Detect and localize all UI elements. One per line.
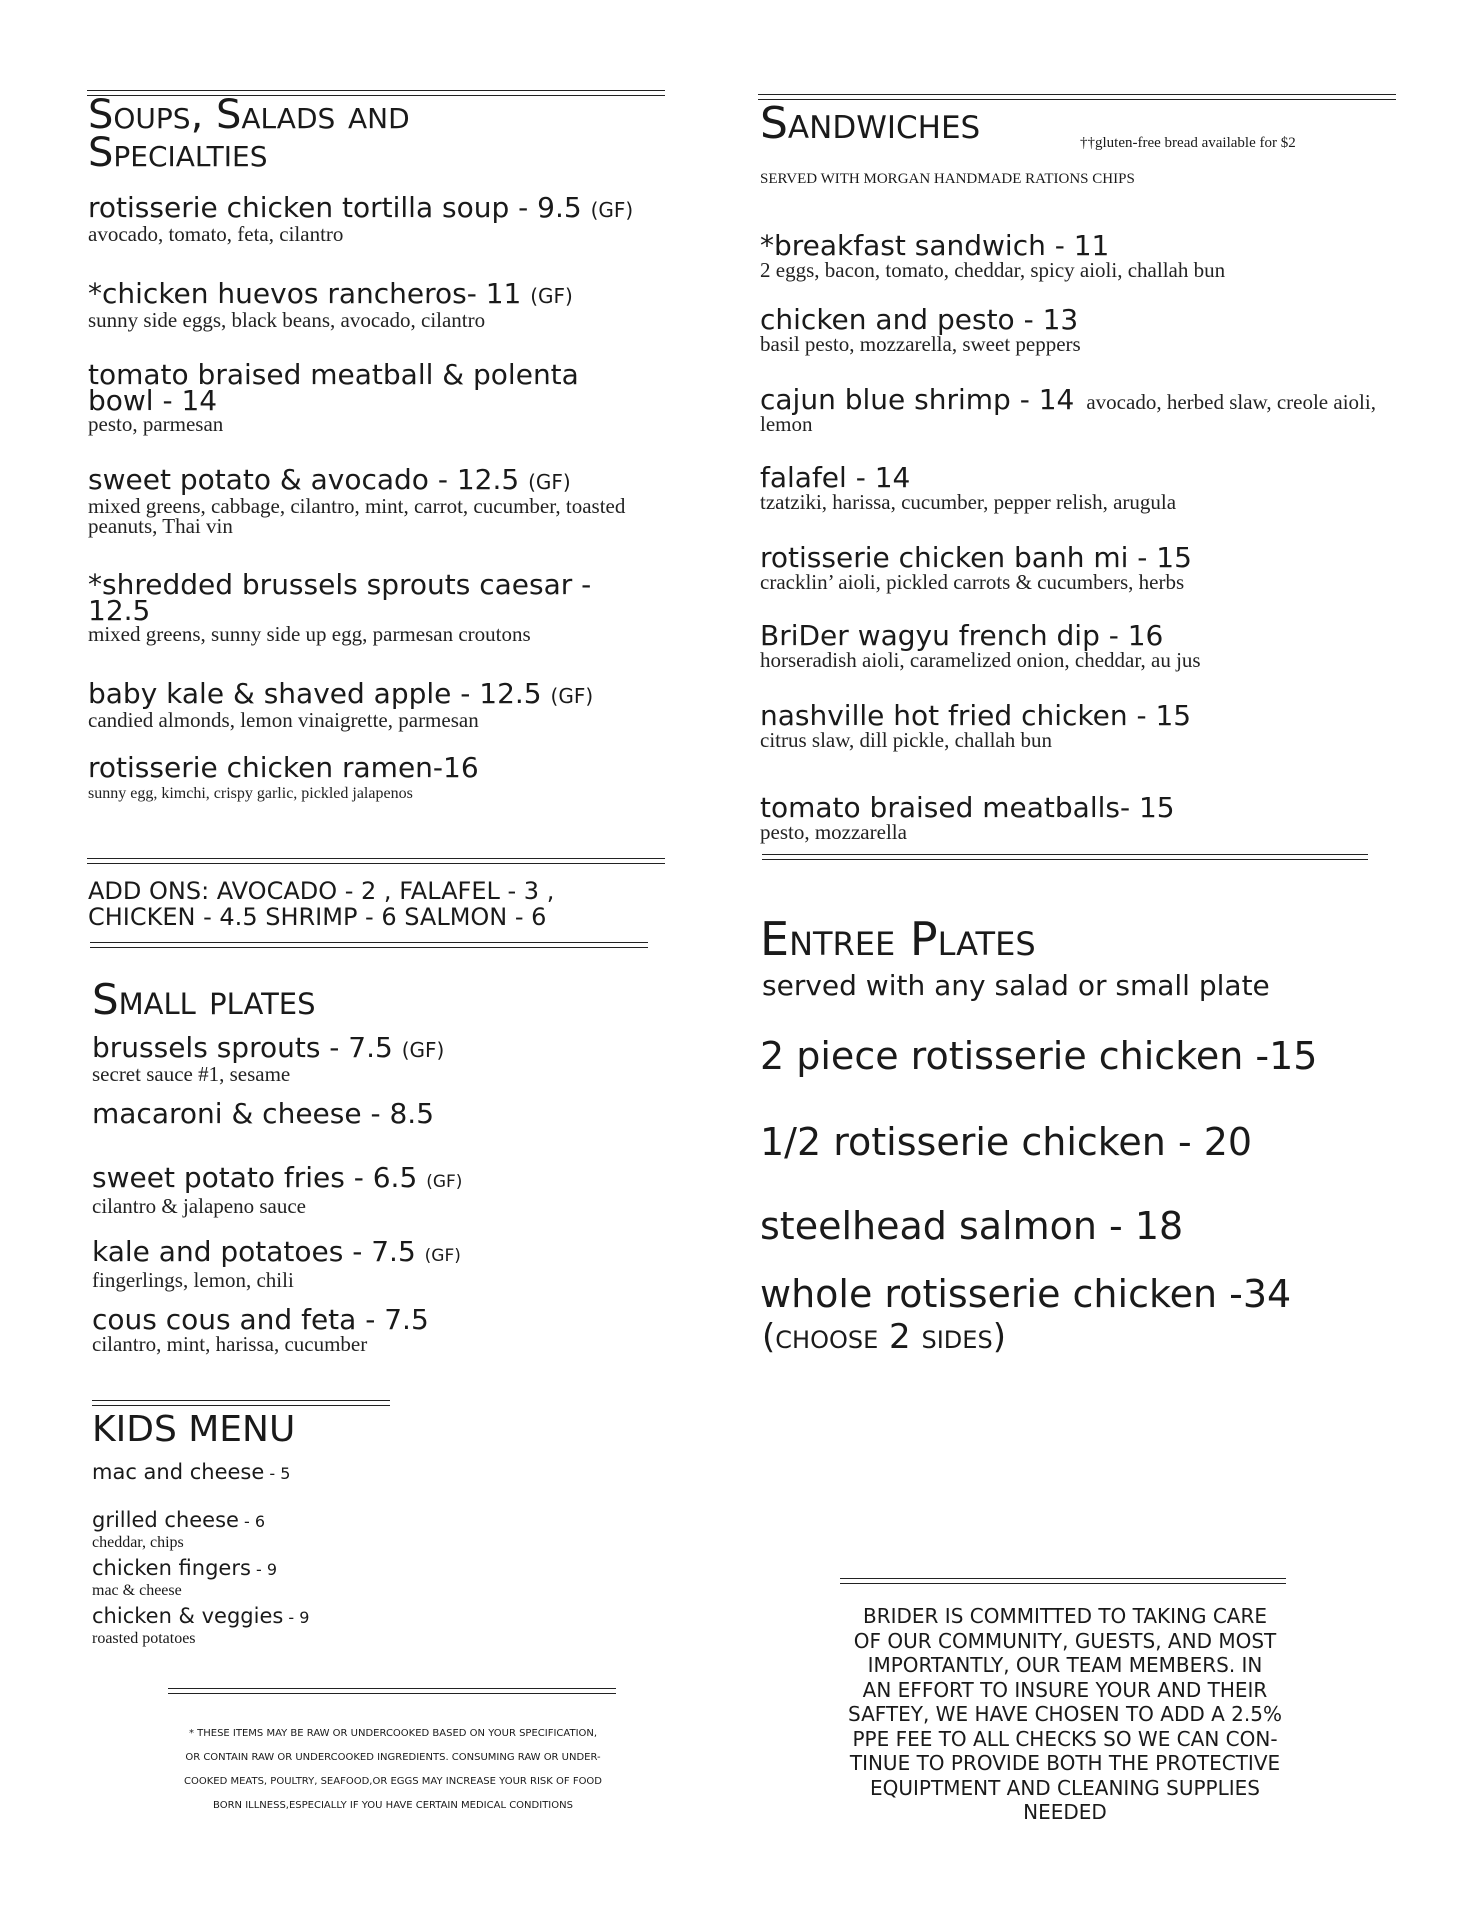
entree-item-0: 2 piece rotisserie chicken -15 <box>760 1034 1318 1078</box>
menu-item-name: sweet potato fries - 6.5 <box>92 1161 418 1194</box>
soups-title-line1: Soups, Salads and <box>88 92 410 138</box>
kids-item-3 <box>92 1604 309 1648</box>
menu-item-desc: sunny egg, kimchi, crispy garlic, pickled jalapenos <box>88 785 413 802</box>
kids-item-desc: roasted potatoes <box>92 1630 196 1647</box>
ppe-line: BRIDER IS COMMITTED TO TAKING CARE <box>862 1604 1268 1628</box>
addons-bottom-rule <box>90 942 648 943</box>
kids-item-name: grilled cheese <box>92 1508 239 1532</box>
soups-item-3 <box>88 463 688 538</box>
menu-item-name: baby kale & shaved apple - 12.5 <box>88 677 542 710</box>
kids-item-0 <box>92 1460 290 1486</box>
menu-item-desc: pesto, parmesan <box>88 412 224 436</box>
menu-item-desc: 2 eggs, bacon, tomato, cheddar, spicy aioli, challah bun <box>760 258 1226 282</box>
sandwiches-served-with: SERVED WITH MORGAN HANDMADE RATIONS CHIPS <box>760 171 1135 187</box>
small-plate-item-3 <box>92 1235 652 1292</box>
kids-item-price: - 5 <box>264 1464 291 1483</box>
entree-plates-title: Entree Plates <box>760 912 1036 966</box>
sandwiches-bottom-rule <box>762 854 1368 855</box>
ppe-line: IMPORTANTLY, OUR TEAM MEMBERS. IN <box>867 1653 1263 1677</box>
menu-item-desc: candied almonds, lemon vinaigrette, parmesan <box>88 708 479 732</box>
sandwiches-title: Sandwiches <box>760 98 981 149</box>
menu-item-desc: horseradish aioli, caramelized onion, cheddar, au jus <box>760 648 1201 672</box>
addons-block <box>88 878 554 930</box>
gf-tag: (GF) <box>550 684 594 708</box>
addons-top-rule <box>87 858 665 859</box>
addons-line1: ADD ONS: AVOCADO - 2 , FALAFEL - 3 , <box>88 877 555 905</box>
menu-item-desc: citrus slaw, dill pickle, challah bun <box>760 728 1052 752</box>
soups-item-2 <box>88 358 648 436</box>
addons-line2: CHICKEN - 4.5 SHRIMP - 6 SALMON - 6 <box>88 903 547 931</box>
soups-item-1 <box>88 277 668 332</box>
small-plates-title: Small plates <box>92 975 316 1024</box>
menu-item-name: *breakfast sandwich - 11 <box>760 229 1110 262</box>
ppe-line: EQUIPTMENT AND CLEANING SUPPLIES <box>870 1775 1260 1800</box>
gf-tag: (GF) <box>530 284 573 308</box>
soups-item-4 <box>88 568 648 646</box>
kids-item-2 <box>92 1556 277 1600</box>
entree-item-3: whole rotisserie chicken -34 <box>760 1272 1292 1316</box>
menu-item-name: cous cous and feta - 7.5 <box>92 1303 429 1336</box>
kids-item-name: chicken fingers <box>92 1556 251 1580</box>
menu-item-name: brussels sprouts - 7.5 <box>92 1031 393 1064</box>
menu-item-name: rotisserie chicken banh mi - 15 <box>760 541 1192 574</box>
entree-sides-note: (choose 2 sides) <box>762 1317 1006 1357</box>
sandwich-item-2 <box>760 383 1420 436</box>
kids-item-price: - 6 <box>238 1512 266 1531</box>
gf-tag: (GF) <box>590 198 634 222</box>
ppe-line: OF OUR COMMUNITY, GUESTS, AND MOST <box>853 1628 1277 1653</box>
menu-item-desc: fingerlings, lemon, chili <box>92 1268 294 1292</box>
ppe-top-rule <box>840 1578 1286 1579</box>
small-plate-item-1 <box>92 1097 652 1130</box>
small-plate-item-2 <box>92 1161 652 1218</box>
soups-section-title <box>88 92 410 176</box>
sandwich-item-3 <box>760 461 1420 514</box>
small-plate-item-4 <box>92 1303 652 1356</box>
entree-item-1: 1/2 rotisserie chicken - 20 <box>760 1120 1253 1164</box>
entree-item-2: steelhead salmon - 18 <box>760 1204 1184 1248</box>
menu-item-name: BriDer wagyu french dip - 16 <box>760 619 1164 652</box>
menu-item-name: rotisserie chicken tortilla soup - 9.5 <box>88 191 582 224</box>
menu-item-desc: sunny side eggs, black beans, avocado, cilantro <box>88 308 486 332</box>
soups-item-6 <box>88 751 668 804</box>
menu-item-desc: cracklin’ aioli, pickled carrots & cucumbers, herbs <box>760 570 1185 594</box>
gluten-free-note: ††gluten-free bread available for $2 <box>1080 135 1296 151</box>
menu-item-desc: tzatziki, harissa, cucumber, pepper relish, arugula <box>760 490 1177 514</box>
kids-item-name: mac and cheese <box>92 1460 265 1484</box>
disclaimer-line2: OR CONTAIN RAW OR UNDERCOOKED INGREDIENTS. CONSUMING RAW OR UNDER- <box>185 1752 601 1763</box>
kids-item-name: chicken & veggies <box>92 1604 284 1628</box>
ppe-line: PPE FEE TO ALL CHECKS SO WE CAN CON- <box>852 1726 1278 1751</box>
gf-tag: (GF) <box>426 1172 463 1192</box>
menu-item-name: macaroni & cheese - 8.5 <box>92 1097 435 1130</box>
entree-plates-subtitle: served with any salad or small plate <box>762 969 1270 1002</box>
disclaimer-line4: BORN ILLNESS,ESPECIALLY IF YOU HAVE CERTAIN MEDICAL CONDITIONS <box>213 1800 573 1811</box>
menu-item-desc: mixed greens, sunny side up egg, parmesan croutons <box>88 622 531 646</box>
sandwich-item-0 <box>760 229 1420 282</box>
kids-item-desc: cheddar, chips <box>92 1534 184 1551</box>
gf-tag: (GF) <box>401 1038 445 1062</box>
menu-item-name: cajun blue shrimp - 14 <box>760 383 1075 416</box>
kids-menu-title: KIDS MENU <box>92 1409 296 1450</box>
menu-item-desc: avocado, herbed slaw, creole aioli, lemon <box>760 390 1376 436</box>
sandwich-item-6 <box>760 699 1420 752</box>
menu-item-desc: secret sauce #1, sesame <box>92 1062 291 1086</box>
kids-item-1 <box>92 1508 265 1552</box>
menu-item-desc: basil pesto, mozzarella, sweet peppers <box>760 332 1081 356</box>
small-plate-item-0 <box>92 1031 652 1086</box>
soups-title-line2: Specialties <box>88 130 268 176</box>
kids-item-price: - 9 <box>283 1608 310 1627</box>
disclaimer-top-rule <box>168 1688 616 1689</box>
menu-item-name: tomato braised meatball & polenta bowl - 14 <box>88 358 579 417</box>
disclaimer-line1: * THESE ITEMS MAY BE RAW OR UNDERCOOKED BASED ON YOUR SPECIFICATION, <box>188 1728 598 1739</box>
soups-top-rule <box>87 90 665 91</box>
menu-item-name: kale and potatoes - 7.5 <box>92 1235 416 1268</box>
menu-item-name: nashville hot fried chicken - 15 <box>760 699 1192 732</box>
menu-item-name: sweet potato & avocado - 12.5 <box>88 463 520 496</box>
soups-item-5 <box>88 677 668 732</box>
sandwiches-top-rule <box>758 94 1396 95</box>
disclaimer-line3: COOKED MEATS, POULTRY, SEAFOOD,OR EGGS MAY INCREASE YOUR RISK OF FOOD <box>183 1776 603 1787</box>
menu-item-name: rotisserie chicken ramen-16 <box>88 751 479 784</box>
kids-item-price: - 9 <box>250 1560 278 1579</box>
menu-item-desc: avocado, tomato, feta, cilantro <box>88 222 344 246</box>
ppe-line: SAFTEY, WE HAVE CHOSEN TO ADD A 2.5% <box>848 1702 1282 1726</box>
menu-item-name: tomato braised meatballs- 15 <box>760 791 1175 824</box>
menu-item-desc: cilantro, mint, harissa, cucumber <box>92 1332 368 1356</box>
kids-item-desc: mac & cheese <box>92 1582 182 1599</box>
menu-item-name: *shredded brussels sprouts caesar - 12.5 <box>88 568 592 627</box>
ppe-fee-notice <box>820 1604 1310 1825</box>
menu-item-name: chicken and pesto - 13 <box>760 303 1079 336</box>
soups-item-0 <box>88 191 668 246</box>
sandwich-item-5 <box>760 619 1420 672</box>
menu-item-name: falafel - 14 <box>760 461 911 494</box>
menu-item-desc: pesto, mozzarella <box>760 820 907 844</box>
kids-top-rule <box>92 1400 390 1401</box>
ppe-line: TINUE TO PROVIDE BOTH THE PROTECTIVE <box>849 1751 1281 1775</box>
raw-food-disclaimer <box>168 1722 618 1818</box>
menu-item-desc: mixed greens, cabbage, cilantro, mint, carrot, cucumber, toasted peanuts, Thai vin <box>88 494 626 538</box>
menu-item-desc: cilantro & jalapeno sauce <box>92 1194 306 1218</box>
menu-item-name: *chicken huevos rancheros- 11 <box>88 277 522 310</box>
gf-tag: (GF) <box>424 1246 461 1266</box>
sandwich-item-7 <box>760 791 1420 844</box>
ppe-line: NEEDED <box>1023 1800 1107 1824</box>
sandwich-item-4 <box>760 541 1420 594</box>
sandwich-item-1 <box>760 303 1420 356</box>
gf-tag: (GF) <box>528 470 571 494</box>
ppe-line: AN EFFORT TO INSURE YOUR AND THEIR <box>862 1677 1268 1702</box>
